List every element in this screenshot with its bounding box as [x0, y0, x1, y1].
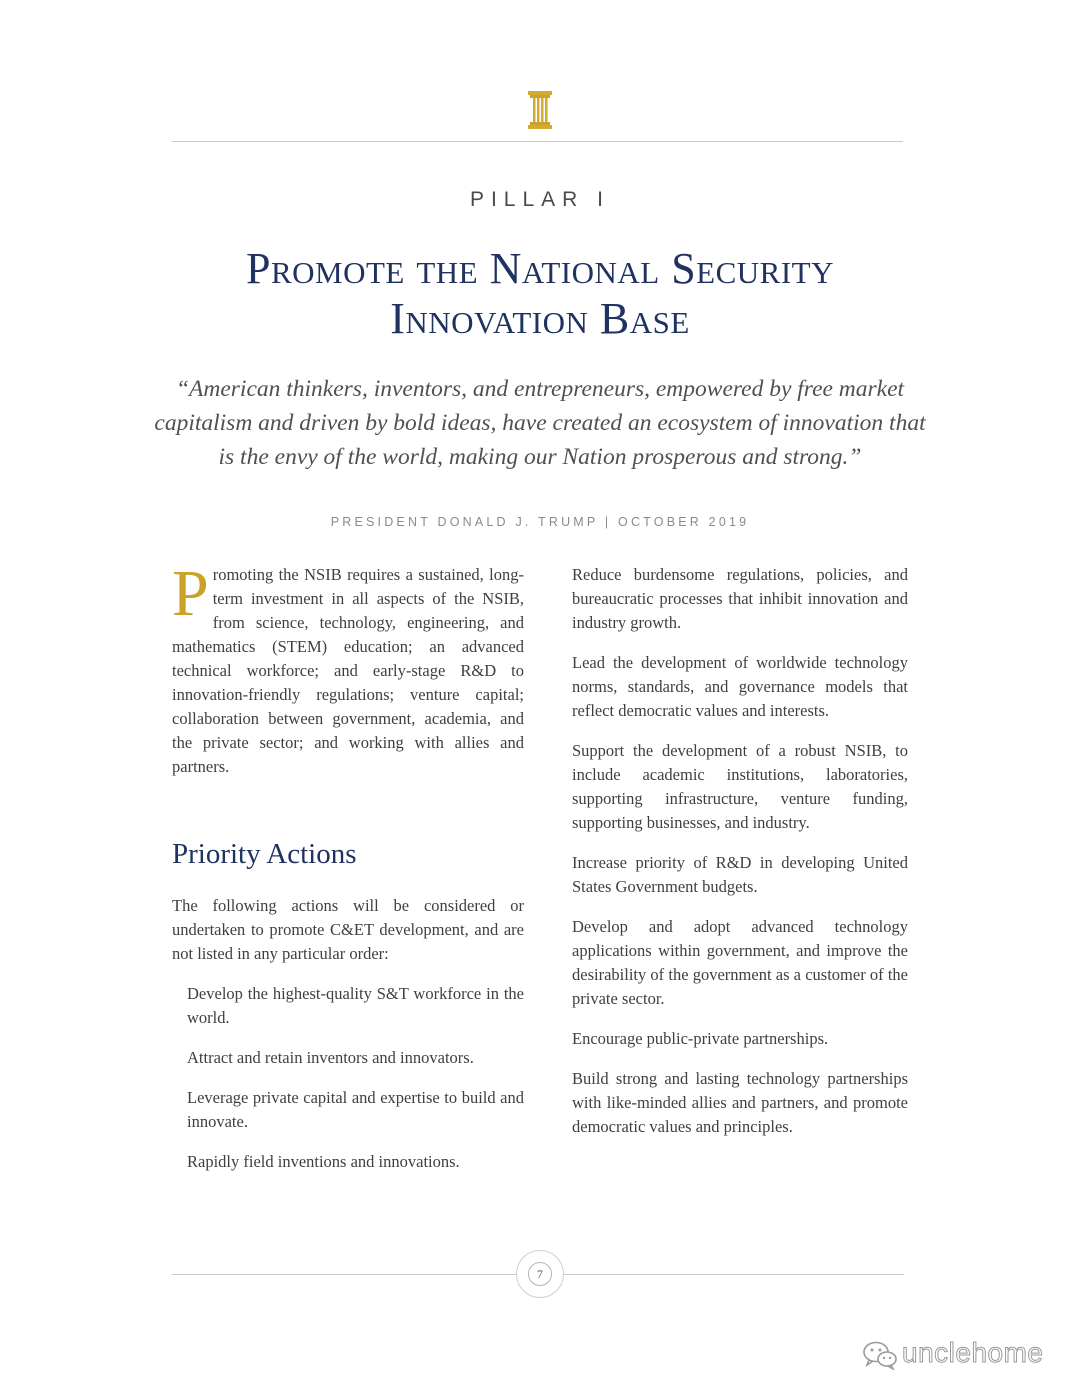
list-item: Develop the highest-quality S&T workforce in the world. — [187, 984, 524, 1027]
list-item: Develop and adopt advanced technology applications within government, and improve the desirability of the government as a customer of the private sector. — [572, 917, 908, 1008]
priority-actions-list-left — [172, 982, 524, 1174]
quote-attribution: PRESIDENT DONALD J. TRUMP | OCTOBER 2019 — [330, 515, 750, 529]
list-item: Encourage public-private partnerships. — [572, 1029, 829, 1048]
top-divider — [172, 141, 903, 142]
list-item: Lead the development of worldwide technology norms, standards, and governance models that reflect democratic values and interests. — [572, 653, 908, 720]
title-line-1: Promote the National Security — [246, 244, 834, 293]
list-item: Rapidly field inventions and innovations. — [187, 1152, 460, 1171]
list-item: Increase priority of R&D in developing United States Government budgets. — [572, 853, 908, 896]
intro-text: romoting the NSIB requires a sustained, long-term investment in all aspects of the NSIB, from science, technology, engineering, and mathematics (STEM) education; an advanced technical workforce; and early-stage R&D to innovation-friendly regulations; venture capital; collaboration between government, academia, and the private sector; and working with allies and partners. — [172, 565, 524, 776]
pillar-label: PILLAR I — [469, 188, 611, 211]
list-item: Leverage private capital and expertise to build and innovate. — [187, 1088, 524, 1131]
drop-cap: P — [172, 557, 209, 630]
watermark-text: unclehome — [902, 1337, 1044, 1368]
intro-paragraph — [172, 557, 524, 779]
list-item: Reduce burdensome regulations, policies, and bureaucratic processes that inhibit innovation and industry growth. — [572, 565, 908, 632]
priority-actions-list-right — [572, 563, 908, 1139]
list-item: Attract and retain inventors and innovators. — [187, 1048, 474, 1067]
list-item: Build strong and lasting technology partnerships with like-minded allies and partners, and promote democratic values and principles. — [572, 1069, 908, 1136]
pillar-column-icon — [526, 90, 554, 130]
title-line-2: Innovation Base — [390, 294, 690, 343]
section-intro: The following actions will be considered or undertaken to promote C&ET development, and are not listed in any particular order: — [172, 896, 524, 963]
page-title — [90, 244, 990, 344]
right-column — [572, 563, 908, 1155]
epigraph-quote: “American thinkers, inventors, and entrepreneurs, empowered by free market capitalism and driven by bold ideas, have created an ecosystem of innovation that is the envy of the world, making our Nation prosperous and strong.” — [154, 376, 926, 470]
list-item: Support the development of a robust NSIB, to include academic institutions, laboratories, supporting infrastructure, venture funding, supporting businesses, and industry. — [572, 741, 908, 832]
section-heading: Priority Actions — [172, 838, 357, 870]
wechat-icon — [862, 1340, 898, 1370]
footer-divider-right — [560, 1274, 904, 1275]
footer-divider-left — [172, 1274, 520, 1275]
left-column — [172, 557, 524, 1190]
watermark — [862, 1334, 1043, 1374]
page-number: 7 — [528, 1262, 552, 1286]
